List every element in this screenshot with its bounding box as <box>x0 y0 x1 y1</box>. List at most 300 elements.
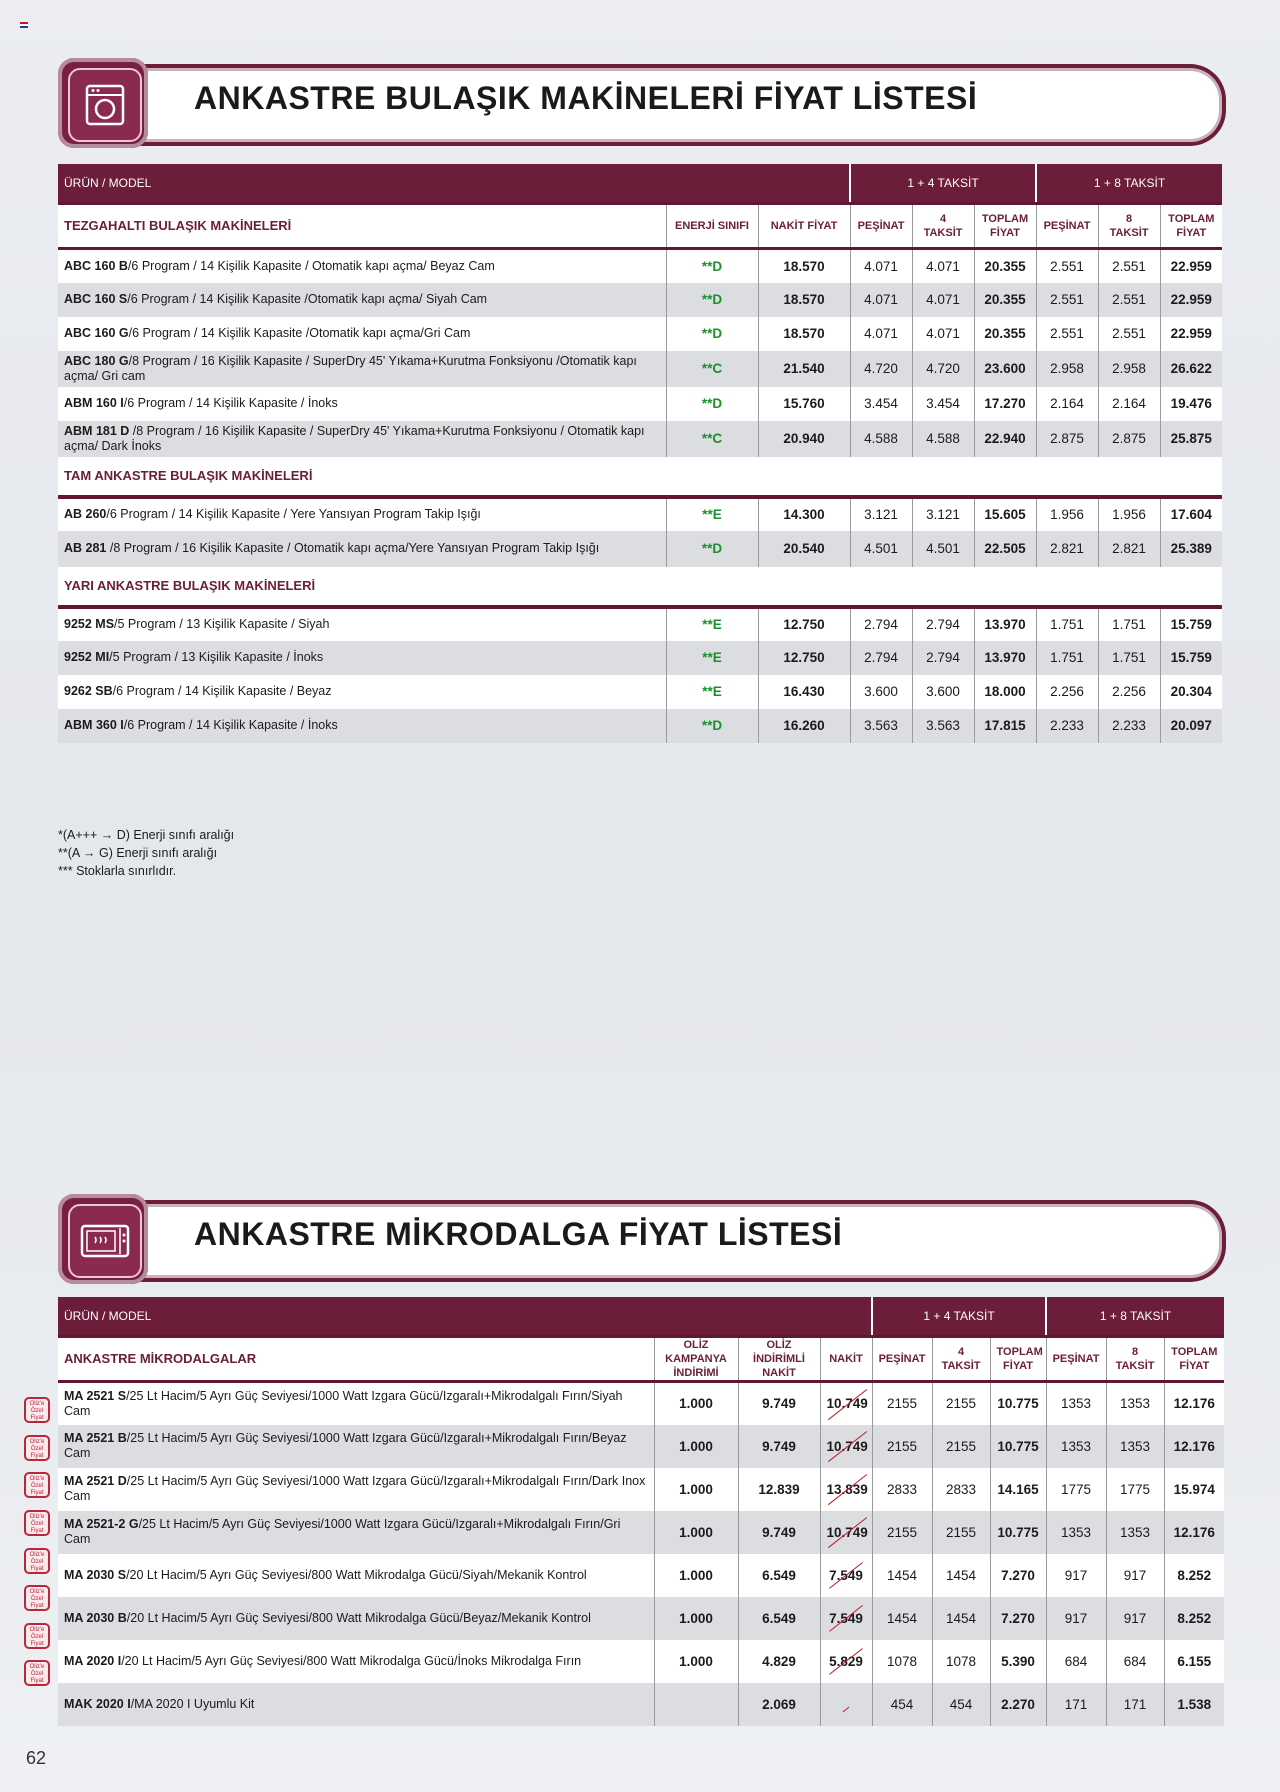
col-down8-text: PEŞİNAT <box>1043 220 1091 232</box>
total-4-value: 23.600 <box>984 361 1026 376</box>
page-number: 62 <box>26 1748 47 1768</box>
model-code: 9262 SB <box>64 684 113 698</box>
total-8-value: 6.155 <box>1177 1653 1212 1669</box>
cash-price-value: 18.570 <box>783 292 825 307</box>
campaign-discount <box>654 1683 738 1726</box>
installment-8: 2.821 <box>1098 531 1160 567</box>
col-model: ÜRÜN / MODEL <box>58 164 850 204</box>
model-code: MAK 2020 I <box>64 1696 131 1711</box>
special-price-stamp: Oliz'e Özel Fiyat <box>24 1623 50 1649</box>
installment-8: 917 <box>1106 1554 1164 1597</box>
table-row <box>58 1511 1224 1554</box>
campaign-discount-value: 1.000 <box>679 1481 713 1497</box>
oliz-discounted-cash <box>738 1597 820 1640</box>
model-description: /6 Program / 14 Kişilik Kapasite /Otomatik kapı açma/Gri Cam <box>128 326 471 340</box>
total-8 <box>1164 1511 1224 1554</box>
model-cell <box>58 387 666 421</box>
down-payment-8: 2.551 <box>1036 283 1098 317</box>
down-payment-8: 2.233 <box>1036 709 1098 743</box>
campaign-discount <box>654 1511 738 1554</box>
down-payment-8: 1353 <box>1046 1382 1106 1425</box>
total-4-value: 17.270 <box>984 396 1026 411</box>
energy-class: **E <box>666 497 758 531</box>
installment-8: 1353 <box>1106 1425 1164 1468</box>
cash-price <box>758 387 850 421</box>
installment-4: 2155 <box>932 1382 990 1425</box>
special-price-stamp: Oliz'e Özel Fiyat <box>24 1510 50 1536</box>
col-group-8: 1 + 8 TAKSİT <box>1036 164 1222 204</box>
model-code: ABM 160 I <box>64 396 124 410</box>
installment-8: 1.751 <box>1098 641 1160 675</box>
model-code: ABC 160 S <box>64 292 128 306</box>
col-group-8: 1 + 8 TAKSİT <box>1046 1297 1224 1337</box>
col-campaign: OLİZ KAMPANYA İNDİRİMİ <box>654 1337 738 1382</box>
campaign-discount <box>654 1640 738 1683</box>
total-8-value: 22.959 <box>1170 326 1212 341</box>
installment-4: 3.121 <box>912 497 974 531</box>
campaign-discount <box>654 1382 738 1425</box>
table-row <box>58 283 1222 317</box>
col-model: ÜRÜN / MODEL <box>58 1297 872 1337</box>
installment-4: 2.794 <box>912 607 974 641</box>
down-payment-4: 3.121 <box>850 497 912 531</box>
total-4-value: 5.390 <box>1001 1653 1035 1669</box>
col-oliz-cash: OLİZ İNDİRİMLİ NAKİT <box>738 1337 820 1382</box>
total-4-value: 15.605 <box>984 507 1026 522</box>
model-description: /25 Lt Hacim/5 Ayrı Güç Seviyesi/1000 Watt Izgara Gücü/Izgaralı+Mikrodalgalı Fırın/Dark Inox Cam <box>64 1474 646 1503</box>
microwave-icon <box>58 1194 148 1284</box>
model-cell <box>58 1597 654 1640</box>
cash-price-struck: 10.749 <box>826 1524 868 1540</box>
energy-class: **D <box>666 387 758 421</box>
col-energy <box>666 204 758 249</box>
cash-price <box>820 1554 872 1597</box>
col-total8-text: TOPLAM <box>1168 213 1215 225</box>
model-code: MA 2521 S <box>64 1388 127 1403</box>
col-total8: TOPLAM FİYAT <box>1164 1337 1224 1382</box>
total-8 <box>1164 1640 1224 1683</box>
col-section: ANKASTRE MİKRODALGALAR <box>58 1337 654 1382</box>
model-cell <box>58 1511 654 1554</box>
col-down-text: PEŞİNAT <box>857 220 905 232</box>
model-cell <box>58 1425 654 1468</box>
installment-8: 2.164 <box>1098 387 1160 421</box>
table-row <box>58 317 1222 351</box>
table-row <box>58 675 1222 709</box>
model-cell <box>58 317 666 351</box>
col-total4-text: FİYAT <box>990 227 1020 239</box>
oliz-discounted-cash-value: 6.549 <box>762 1610 796 1626</box>
model-description: /20 Lt Hacim/5 Ayrı Güç Seviyesi/800 Watt Mikrodalga Gücü/Siyah/Mekanik Kontrol <box>126 1567 587 1582</box>
down-payment-8: 2.164 <box>1036 387 1098 421</box>
down-payment-8: 1.751 <box>1036 641 1098 675</box>
down-payment-4: 1078 <box>872 1640 932 1683</box>
energy-class: **D <box>666 709 758 743</box>
total-8 <box>1160 641 1222 675</box>
total-4 <box>990 1554 1046 1597</box>
microwave-title: ANKASTRE MİKRODALGA FİYAT LİSTESİ <box>194 1216 843 1252</box>
special-price-stamp: Oliz'e Özel Fiyat <box>24 1660 50 1686</box>
model-cell <box>58 1640 654 1683</box>
footnote: *(A+++ → D) Enerji sınıfı aralığı <box>58 828 235 842</box>
cash-price-struck: 13.839 <box>826 1481 868 1497</box>
col-cash-text: NAKİT FİYAT <box>770 220 838 232</box>
model-code: ABC 160 B <box>64 258 128 273</box>
col-total4-text: TOPLAM <box>981 213 1029 225</box>
oliz-discounted-cash <box>738 1554 820 1597</box>
table-row <box>58 709 1222 743</box>
installment-8: 2.875 <box>1098 421 1160 457</box>
total-8-value: 12.176 <box>1173 1396 1215 1412</box>
model-cell <box>58 1382 654 1425</box>
total-8-value: 17.604 <box>1170 507 1212 522</box>
cash-price-struck: 10.749 <box>826 1396 868 1412</box>
installment-8: 1775 <box>1106 1468 1164 1511</box>
special-price-stamp: Oliz'e Özel Fiyat <box>24 1548 50 1574</box>
col-inst8 <box>1098 204 1160 249</box>
model-code: MA 2020 I <box>64 1653 122 1668</box>
table-row <box>58 1382 1224 1425</box>
total-4 <box>974 283 1036 317</box>
total-4-value: 14.165 <box>997 1481 1039 1497</box>
footnote: **(A → G) Enerji sınıfı aralığı <box>58 846 218 860</box>
model-cell <box>58 531 666 567</box>
cash-price-value: 18.570 <box>783 258 825 274</box>
down-payment-8: 917 <box>1046 1554 1106 1597</box>
model-code: MA 2521-2 G <box>64 1517 139 1531</box>
model-cell <box>58 351 666 387</box>
energy-class: **D <box>666 317 758 351</box>
campaign-discount-value: 1.000 <box>679 1524 713 1540</box>
cash-price <box>820 1640 872 1683</box>
total-8 <box>1160 421 1222 457</box>
installment-4: 4.071 <box>912 249 974 283</box>
model-description: /6 Program / 14 Kişilik Kapasite / İnoks <box>123 718 338 732</box>
col-down8: PEŞİNAT <box>1046 1337 1106 1382</box>
installment-8: 1.956 <box>1098 497 1160 531</box>
table-row <box>58 421 1222 457</box>
col-inst4-text: TAKSİT <box>923 227 963 239</box>
down-payment-4: 4.588 <box>850 421 912 457</box>
cash-price <box>820 1597 872 1640</box>
installment-8: 2.958 <box>1098 351 1160 387</box>
installment-4: 2155 <box>932 1511 990 1554</box>
total-4-value: 22.940 <box>984 431 1026 446</box>
total-8 <box>1164 1597 1224 1640</box>
installment-4: 1078 <box>932 1640 990 1683</box>
model-code: ABC 180 G <box>64 353 129 368</box>
cash-price-value: 14.300 <box>783 507 825 522</box>
col-inst8-text: TAKSİT <box>1109 227 1149 239</box>
total-8-value: 20.304 <box>1170 684 1212 699</box>
total-8 <box>1160 497 1222 531</box>
model-description: /20 Lt Hacim/5 Ayrı Güç Seviyesi/800 Watt Mikrodalga Gücü/İnoks Mikrodalga Fırın <box>121 1653 582 1668</box>
down-payment-4: 1454 <box>872 1597 932 1640</box>
down-payment-8: 2.551 <box>1036 249 1098 283</box>
model-description: /6 Program / 14 Kişilik Kapasite / Beyaz <box>112 684 332 698</box>
model-cell <box>58 421 666 457</box>
total-8 <box>1160 249 1222 283</box>
down-payment-4: 2.794 <box>850 607 912 641</box>
installment-4: 3.600 <box>912 675 974 709</box>
model-description: /6 Program / 14 Kişilik Kapasite / Yere Yansıyan Program Takip Işığı <box>106 507 481 521</box>
installment-8: 2.233 <box>1098 709 1160 743</box>
down-payment-8: 171 <box>1046 1683 1106 1726</box>
campaign-discount-value: 1.000 <box>679 1396 713 1412</box>
microwave-price-table <box>58 1297 1224 1726</box>
campaign-discount <box>654 1554 738 1597</box>
campaign-discount <box>654 1425 738 1468</box>
model-code: AB 281 <box>64 541 107 555</box>
down-payment-8: 1775 <box>1046 1468 1106 1511</box>
down-payment-8: 1.956 <box>1036 497 1098 531</box>
energy-class: **E <box>666 675 758 709</box>
total-8-value: 12.176 <box>1173 1524 1215 1540</box>
dishwasher-section-header <box>58 58 1226 148</box>
dishwasher-icon <box>58 58 148 148</box>
energy-class: **C <box>666 421 758 457</box>
model-code: ABM 181 D <box>64 423 130 438</box>
down-payment-8: 2.256 <box>1036 675 1098 709</box>
total-4-value: 2.270 <box>1001 1696 1035 1712</box>
total-4-value: 20.355 <box>984 292 1026 307</box>
col-inst4-text: 4 <box>939 213 947 225</box>
oliz-discounted-cash-value: 9.749 <box>762 1524 796 1540</box>
down-payment-8: 2.875 <box>1036 421 1098 457</box>
col-total8-text: FİYAT <box>1176 227 1207 239</box>
total-4 <box>990 1640 1046 1683</box>
total-8 <box>1164 1382 1224 1425</box>
down-payment-8: 2.821 <box>1036 531 1098 567</box>
energy-class: **C <box>666 351 758 387</box>
installment-4: 2833 <box>932 1468 990 1511</box>
installment-4: 1454 <box>932 1554 990 1597</box>
model-description: /6 Program / 14 Kişilik Kapasite / İnoks <box>123 396 338 410</box>
cash-price-value: 12.750 <box>783 617 825 632</box>
oliz-discounted-cash <box>738 1511 820 1554</box>
down-payment-8: 1353 <box>1046 1425 1106 1468</box>
cash-price <box>758 675 850 709</box>
cash-price <box>820 1468 872 1511</box>
cash-price-value: 15.760 <box>783 396 825 411</box>
cash-price-struck: 7.549 <box>829 1610 863 1626</box>
down-payment-8: 1353 <box>1046 1511 1106 1554</box>
oliz-discounted-cash <box>738 1640 820 1683</box>
total-8 <box>1160 317 1222 351</box>
model-cell <box>58 675 666 709</box>
model-code: 9252 MS <box>64 617 115 631</box>
down-payment-4: 3.600 <box>850 675 912 709</box>
total-4-value: 10.775 <box>997 1524 1039 1540</box>
total-8-value: 15.974 <box>1173 1481 1215 1497</box>
col-inst4: 4 TAKSİT <box>932 1337 990 1382</box>
down-payment-4: 3.563 <box>850 709 912 743</box>
model-code: MA 2030 S <box>64 1567 127 1582</box>
energy-class: **E <box>666 607 758 641</box>
section-title-text: TEZGAHALTI BULAŞIK MAKİNELERİ <box>64 218 292 233</box>
model-description: /5 Program / 13 Kişilik Kapasite / İnoks <box>109 650 324 664</box>
total-8-value: 1.538 <box>1177 1696 1212 1712</box>
installment-8: 917 <box>1106 1597 1164 1640</box>
total-4 <box>990 1511 1046 1554</box>
campaign-discount <box>654 1597 738 1640</box>
cash-price-value: 20.540 <box>783 541 825 556</box>
model-description: /MA 2020 I Uyumlu Kit <box>130 1696 255 1711</box>
model-description: /5 Program / 13 Kişilik Kapasite / Siyah <box>114 617 330 631</box>
total-4-value: 20.355 <box>984 258 1026 274</box>
total-8-value: 25.875 <box>1170 431 1212 446</box>
section-title: TAM ANKASTRE BULAŞIK MAKİNELERİ <box>58 457 1222 497</box>
total-4 <box>974 531 1036 567</box>
col-cash <box>758 204 850 249</box>
cash-price <box>758 421 850 457</box>
total-4 <box>990 1382 1046 1425</box>
model-cell <box>58 1554 654 1597</box>
total-8 <box>1160 709 1222 743</box>
table-row <box>58 1640 1224 1683</box>
model-cell <box>58 249 666 283</box>
oliz-discounted-cash-value: 12.839 <box>758 1481 800 1497</box>
model-description: /6 Program / 14 Kişilik Kapasite / Otomatik kapı açma/ Beyaz Cam <box>127 258 495 273</box>
cash-price-value: 21.540 <box>783 361 825 376</box>
col-total8 <box>1160 204 1222 249</box>
cash-price-struck: 7.549 <box>829 1567 863 1583</box>
oliz-discounted-cash-value: 2.069 <box>762 1696 796 1712</box>
total-4 <box>974 641 1036 675</box>
total-8-value: 25.389 <box>1170 541 1212 556</box>
total-8-value: 15.759 <box>1170 650 1212 665</box>
cash-price <box>758 497 850 531</box>
oliz-discounted-cash-value: 6.549 <box>762 1567 796 1583</box>
cash-price-struck: 5.829 <box>829 1653 863 1669</box>
table-row <box>58 607 1222 641</box>
total-8 <box>1164 1425 1224 1468</box>
model-cell <box>58 283 666 317</box>
table-row <box>58 351 1222 387</box>
total-4 <box>974 607 1036 641</box>
cash-price <box>758 709 850 743</box>
model-code: ABM 360 I <box>64 718 124 732</box>
dishwasher-title: ANKASTRE BULAŞIK MAKİNELERİ FİYAT LİSTESİ <box>194 80 978 116</box>
energy-class: **D <box>666 283 758 317</box>
table-row <box>58 1683 1224 1726</box>
installment-4: 4.071 <box>912 283 974 317</box>
model-description: /8 Program / 16 Kişilik Kapasite / SuperDry 45' Yıkama+Kurutma Fonksiyonu /Otomatik kapı açma/ Gri cam <box>64 353 637 383</box>
col-total4 <box>974 204 1036 249</box>
installment-4: 2155 <box>932 1425 990 1468</box>
col-down8 <box>1036 204 1098 249</box>
total-8-value: 22.959 <box>1170 258 1212 274</box>
down-payment-4: 4.720 <box>850 351 912 387</box>
down-payment-4: 4.071 <box>850 249 912 283</box>
down-payment-8: 684 <box>1046 1640 1106 1683</box>
installment-4: 4.720 <box>912 351 974 387</box>
campaign-discount-value: 1.000 <box>679 1653 713 1669</box>
col-inst4 <box>912 204 974 249</box>
total-4 <box>990 1683 1046 1726</box>
col-inst8-text: 8 <box>1125 213 1133 225</box>
oliz-discounted-cash <box>738 1382 820 1425</box>
down-payment-4: 1454 <box>872 1554 932 1597</box>
cash-price <box>758 641 850 675</box>
cash-price-struck: 10.749 <box>826 1438 868 1454</box>
model-code: MA 2521 B <box>64 1431 127 1445</box>
down-payment-4: 4.071 <box>850 283 912 317</box>
campaign-discount-value: 1.000 <box>679 1567 713 1583</box>
total-4 <box>974 351 1036 387</box>
installment-8: 2.256 <box>1098 675 1160 709</box>
total-8 <box>1164 1683 1224 1726</box>
down-payment-4: 3.454 <box>850 387 912 421</box>
oliz-discounted-cash <box>738 1425 820 1468</box>
total-4 <box>974 249 1036 283</box>
oliz-discounted-cash-value: 9.749 <box>762 1438 796 1454</box>
down-payment-8: 2.551 <box>1036 317 1098 351</box>
installment-8: 2.551 <box>1098 317 1160 351</box>
cash-price-value: 12.750 <box>783 650 825 665</box>
down-payment-4: 454 <box>872 1683 932 1726</box>
table-row <box>58 1468 1224 1511</box>
down-payment-4: 4.501 <box>850 531 912 567</box>
down-payment-8: 2.958 <box>1036 351 1098 387</box>
total-8 <box>1160 607 1222 641</box>
down-payment-4: 2155 <box>872 1425 932 1468</box>
total-8 <box>1160 387 1222 421</box>
footnotes <box>58 826 234 880</box>
table-row <box>58 497 1222 531</box>
installment-4: 1454 <box>932 1597 990 1640</box>
flag-icon <box>20 22 28 28</box>
model-description: /8 Program / 16 Kişilik Kapasite / SuperDry 45' Yıkama+Kurutma Fonksiyonu / Otomatik kapı açma/ Dark İnoks <box>64 423 645 453</box>
total-8 <box>1160 283 1222 317</box>
total-4 <box>974 497 1036 531</box>
col-energy-text: ENERJİ SINIFI <box>675 220 749 232</box>
special-price-stamp: Oliz'e Özel Fiyat <box>24 1472 50 1498</box>
total-4 <box>990 1425 1046 1468</box>
total-4 <box>990 1468 1046 1511</box>
model-cell <box>58 497 666 531</box>
total-4 <box>974 387 1036 421</box>
total-8-value: 20.097 <box>1170 718 1212 733</box>
model-code: MA 2521 D <box>64 1474 127 1488</box>
installment-8: 1.751 <box>1098 607 1160 641</box>
total-8 <box>1164 1468 1224 1511</box>
energy-class: **D <box>666 249 758 283</box>
col-cash: NAKİT <box>820 1337 872 1382</box>
footnote: *** Stoklarla sınırlıdır. <box>58 864 177 878</box>
table-row <box>58 1597 1224 1640</box>
installment-4: 4.501 <box>912 531 974 567</box>
installment-8: 2.551 <box>1098 249 1160 283</box>
cash-price <box>758 249 850 283</box>
total-4-value: 7.270 <box>1001 1610 1035 1626</box>
model-description: /25 Lt Hacim/5 Ayrı Güç Seviyesi/1000 Watt Izgara Gücü/Izgaralı+Mikrodalgalı Fırın/Siyah Cam <box>64 1388 623 1418</box>
section-title: YARI ANKASTRE BULAŞIK MAKİNELERİ <box>58 567 1222 607</box>
total-4 <box>990 1597 1046 1640</box>
energy-class: **D <box>666 531 758 567</box>
model-description: /6 Program / 14 Kişilik Kapasite /Otomatik kapı açma/ Siyah Cam <box>127 292 488 306</box>
installment-4: 454 <box>932 1683 990 1726</box>
total-8-value: 12.176 <box>1173 1438 1215 1454</box>
down-payment-4: 2833 <box>872 1468 932 1511</box>
total-4 <box>974 421 1036 457</box>
cash-price <box>820 1683 872 1726</box>
total-8-value: 15.759 <box>1170 617 1212 632</box>
table-row <box>58 1554 1224 1597</box>
installment-8: 684 <box>1106 1640 1164 1683</box>
cash-price <box>820 1425 872 1468</box>
special-price-stamp: Oliz'e Özel Fiyat <box>24 1435 50 1461</box>
